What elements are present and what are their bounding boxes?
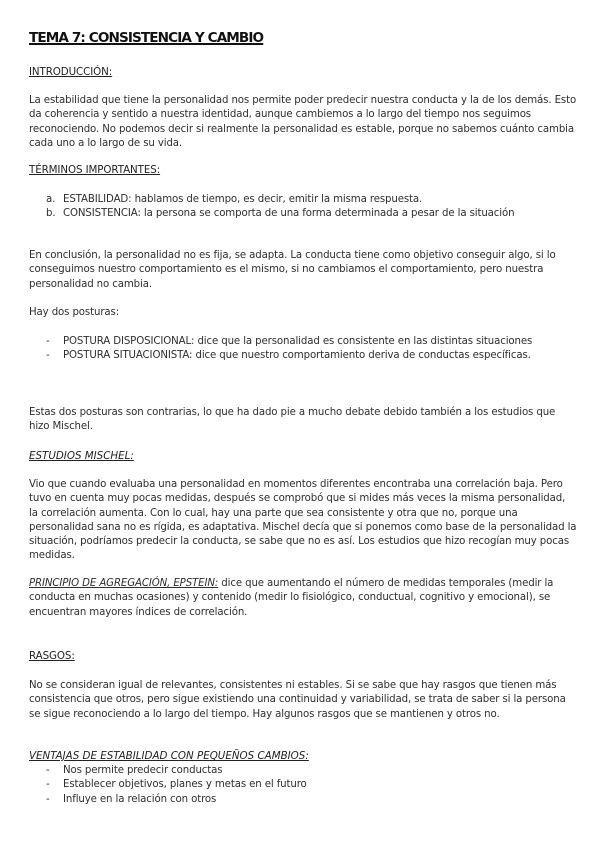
advantages-heading: VENTAJAS DE ESTABILIDAD CON PEQUEÑOS CAMBIOS: bbox=[29, 750, 309, 762]
debate-paragraph: Estas dos posturas son contrarias, lo que ha dado pie a mucho debate debido también a los estudios que hizo Mischel. bbox=[29, 407, 556, 433]
list-marker: - bbox=[46, 779, 50, 791]
list-marker: a. bbox=[46, 194, 56, 205]
list-item-text: Establecer objetivos, planes y metas en el futuro bbox=[63, 779, 307, 791]
list-item-text: POSTURA SITUACIONISTA: dice que nuestro comportamiento deriva de conductas específicas. bbox=[63, 350, 531, 362]
mischel-heading: ESTUDIOS MISCHEL: bbox=[29, 450, 134, 462]
list-item bbox=[29, 193, 577, 207]
list-item-text: Nos permite predecir conductas bbox=[63, 765, 223, 776]
postures-intro: Hay dos posturas: bbox=[29, 307, 120, 318]
list-item bbox=[29, 793, 577, 807]
conclusion-paragraph: En conclusión, la personalidad no es fija, se adapta. La conducta tiene como objetivo conseguir algo, si lo conseguimos nuestro comportamiento es el mismo, si no cambiamos el comportamiento, pero nuestra personalidad no cambia. bbox=[29, 250, 556, 290]
list-marker: - bbox=[46, 350, 50, 362]
list-item-text: Influye en la relación con otros bbox=[63, 793, 217, 805]
list-marker: - bbox=[46, 793, 50, 805]
list-item bbox=[29, 778, 577, 792]
list-item bbox=[29, 349, 577, 363]
traits-heading: RASGOS: bbox=[29, 650, 75, 662]
list-item bbox=[29, 207, 577, 221]
epstein-paragraph bbox=[29, 577, 577, 620]
list-marker: - bbox=[46, 765, 50, 776]
list-item-text: ESTABILIDAD: hablamos de tiempo, es decir, emitir la misma respuesta. bbox=[63, 194, 423, 205]
list-item-text: POSTURA DISPOSICIONAL: dice que la personalidad es consistente en las distintas situaciones bbox=[63, 336, 533, 347]
traits-paragraph: No se consideran igual de relevantes, consistentes ni estables. Si se sabe que hay rasgos que tienen más consistencia que otros, pero sigue existiendo una continuidad y variabilidad, se trata de saber si la persona se sigue reconociendo a lo largo del tiempo. Hay algunos rasgos que se mantienen y otros no. bbox=[29, 680, 566, 720]
list-marker: b. bbox=[46, 208, 56, 220]
terms-list bbox=[29, 193, 577, 222]
epstein-text: dice que aumentando el número de medidas temporales (medir la conducta en muchas ocasiones) y contenido (medir lo fisiológico, conductual, cognitivo y emocional), se encuentran mayores índices de correlación. bbox=[29, 578, 554, 618]
epstein-label: PRINCIPIO DE AGREGACIÓN, EPSTEIN: bbox=[29, 578, 219, 589]
list-item bbox=[29, 335, 577, 349]
intro-heading: INTRODUCCIÓN: bbox=[29, 66, 113, 78]
terms-heading: TÉRMINOS IMPORTANTES: bbox=[29, 164, 161, 176]
list-marker: - bbox=[46, 336, 50, 347]
advantages-list bbox=[29, 764, 577, 807]
intro-paragraph: La estabilidad que tiene la personalidad nos permite poder predecir nuestra conducta y la de los demás. Esto da coherencia y sentido a nuestra identidad, aunque cambiemos a lo largo del tiempo nos seguimos reconociendo. No podemos decir si realmente la personalidad es estable, porque no sabemos cuánto cambia cada uno a lo largo de su vida. bbox=[29, 95, 577, 149]
mischel-paragraph: Vio que cuando evaluaba una personalidad en momentos diferentes encontraba una correlación baja. Pero tuvo en cuenta muy pocas medidas, después se comprobó que si mides más veces la misma personalidad, la correlación aumenta. Con lo cual, hay una parte que sea consistente y otra que no, porque una personalidad sana no es rígida, es adaptativa. Mischel decía que si ponemos como base de la personalidad la situación, podríamos predecir la conducta, se sabe que no es así. Los estudios que hizo recogían muy pocas medidas. bbox=[29, 479, 577, 562]
postures-list bbox=[29, 335, 577, 364]
page-title: TEMA 7: CONSISTENCIA Y CAMBIO bbox=[29, 30, 264, 46]
list-item bbox=[29, 764, 577, 778]
list-item-text: CONSISTENCIA: la persona se comporta de una forma determinada a pesar de la situación bbox=[63, 208, 515, 220]
